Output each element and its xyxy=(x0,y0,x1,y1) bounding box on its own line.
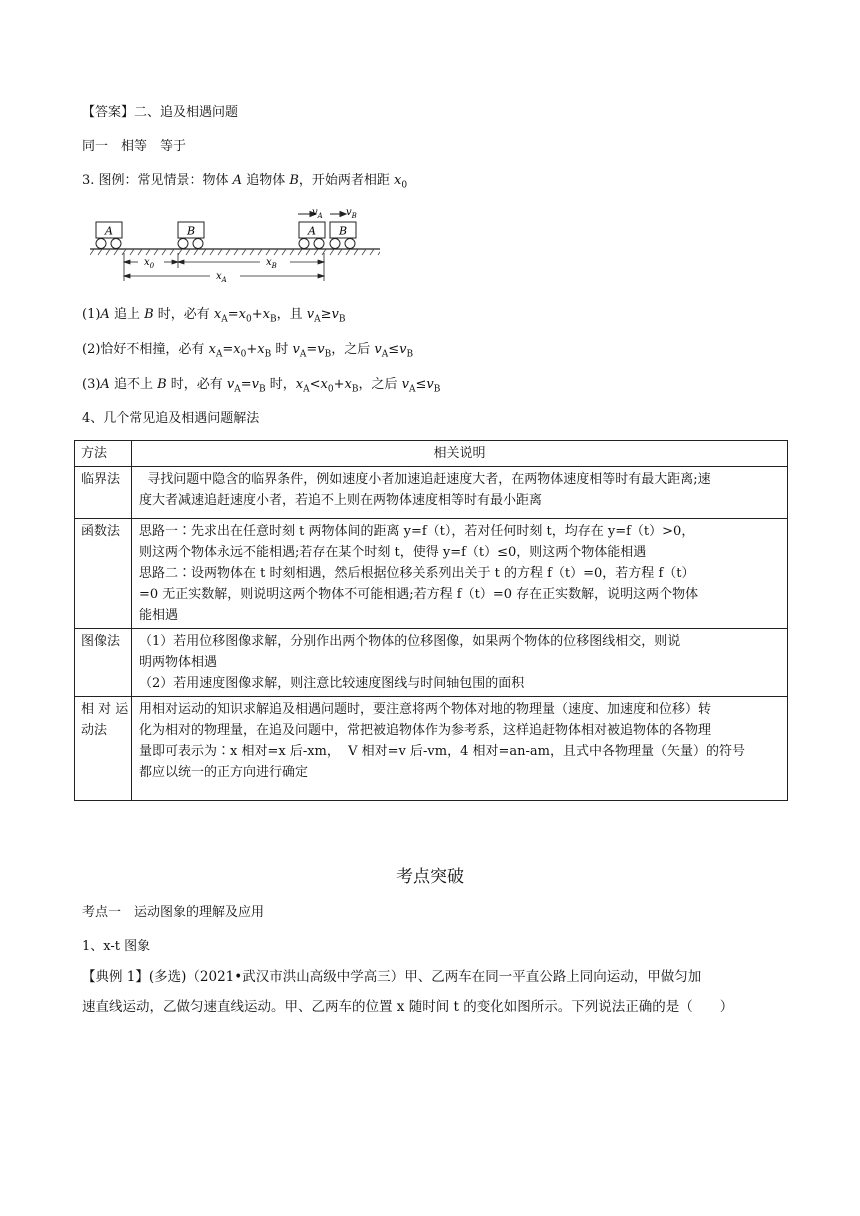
kaodian-heading: 考点一 运动图象的理解及应用 xyxy=(82,905,265,920)
header-description: 相关说明 xyxy=(132,441,788,467)
table-row xyxy=(75,467,788,519)
va-label: $v_A$ xyxy=(312,207,323,220)
method-name: 临界法 xyxy=(75,467,132,519)
car-b-start xyxy=(178,222,204,249)
x0-label: $x_0$ xyxy=(144,257,155,270)
table-row xyxy=(75,519,788,629)
method-description: （1）若用位移图像求解，分别作出两个物体的位移图像，如果两个物体的位移图线相交，则说 明两物体相遇 （2）若用速度图像求解，则注意比较速度图线与时间轴包围的面积 xyxy=(132,629,788,697)
condition-3: (3)A 追不上 B 时，必有 $v_A=v_B$ 时，$x_A<x_0+x_B$，之后 $v_A\le v_B$ xyxy=(82,377,441,395)
item3-text: 3. 图例：常见情景：物体 A 追物体 B，开始两者相距 $x_0$ xyxy=(82,173,408,191)
xa-label: $x_A$ xyxy=(216,271,227,284)
car-b-end xyxy=(330,222,356,249)
method-description: 用相对运动的知识求解追及相遇问题时，要注意将两个物体对地的物理量（速度、加速度和位移）转 化为相对的物理量，在追及问题中，常把被追物体作为参考系，这样追赶物体相对被追物体的各物理 量即可表示为∶x 相对=x 后-xm， V 相对=v 后-vm，4 相对=an-am，且式中各物理量（矢量）的符号 都应以统一的正方向进行确定 xyxy=(132,697,788,801)
blanks-line: 同一 相等 等于 xyxy=(82,139,187,154)
svg-text:A: A xyxy=(105,224,113,238)
method-description: 思路一∶先求出在任意时刻 t 两物体间的距离 y=f（t），若对任何时刻 t，均存在 y=f（t）>0， 则这两个物体永远不能相遇;若存在某个时刻 t，使得 y=f（t）≤0，则这两个物体能相遇 思路二∶设两物体在 t 时刻相遇，然后根据位移关系列出关于 t 的方程 f（t）=0，若方程 f（t） =0 无正实数解，则说明这两个物体不可能相遇;若方程 f（t）=0 存在正实数解，说明这两个物体 能相遇 xyxy=(132,519,788,629)
item4-heading: 4、几个常见追及相遇问题解法 xyxy=(82,411,260,426)
method-name: 函数法 xyxy=(75,519,132,629)
method-name: 相 对 运 动法 xyxy=(75,697,132,801)
svg-text:B: B xyxy=(186,224,196,238)
table-header-row xyxy=(75,441,788,467)
subheading-xt: 1、x-t 图象 xyxy=(82,939,151,954)
car-a-end xyxy=(299,222,325,249)
condition-1: (1)A 追上 B 时，必有 $x_A=x_0+x_B$，且 $v_A\ge v_B$ xyxy=(82,307,346,325)
vb-label: $v_B$ xyxy=(346,207,357,220)
car-a-start xyxy=(96,222,122,249)
answer-line: 【答案】二、追及相遇问题 xyxy=(82,105,239,120)
example-text: 【典例 1】(多选)（2021•武汉市洪山高级中学高三）甲、乙两车在同一平直公路上同向运动，甲做匀加 速直线运动，乙做匀速直线运动。甲、乙两车的位置 x 随时间 t 的变化如图所示。下列说法正确的是（ ） xyxy=(82,969,734,1015)
header-method: 方法 xyxy=(75,441,132,467)
table-row xyxy=(75,629,788,697)
method-name: 图像法 xyxy=(75,629,132,697)
condition-2: (2)恰好不相撞，必有 $x_A=x_0+x_B$ 时 $v_A=v_B$，之后 $v_A\le v_B$ xyxy=(82,342,414,360)
methods-table xyxy=(74,440,788,801)
svg-text:B: B xyxy=(338,224,348,238)
chase-diagram xyxy=(90,205,380,287)
section-title: 考点突破 xyxy=(396,867,464,887)
table-row xyxy=(75,697,788,801)
method-description: 寻找问题中隐含的临界条件，例如速度小者加速追赶速度大者，在两物体速度相等时有最大距离;速 度大者减速追赶速度小者，若追不上则在两物体速度相等时有最小距离 xyxy=(132,467,788,519)
xb-label: $x_B$ xyxy=(266,257,277,270)
svg-text:A: A xyxy=(308,224,316,238)
